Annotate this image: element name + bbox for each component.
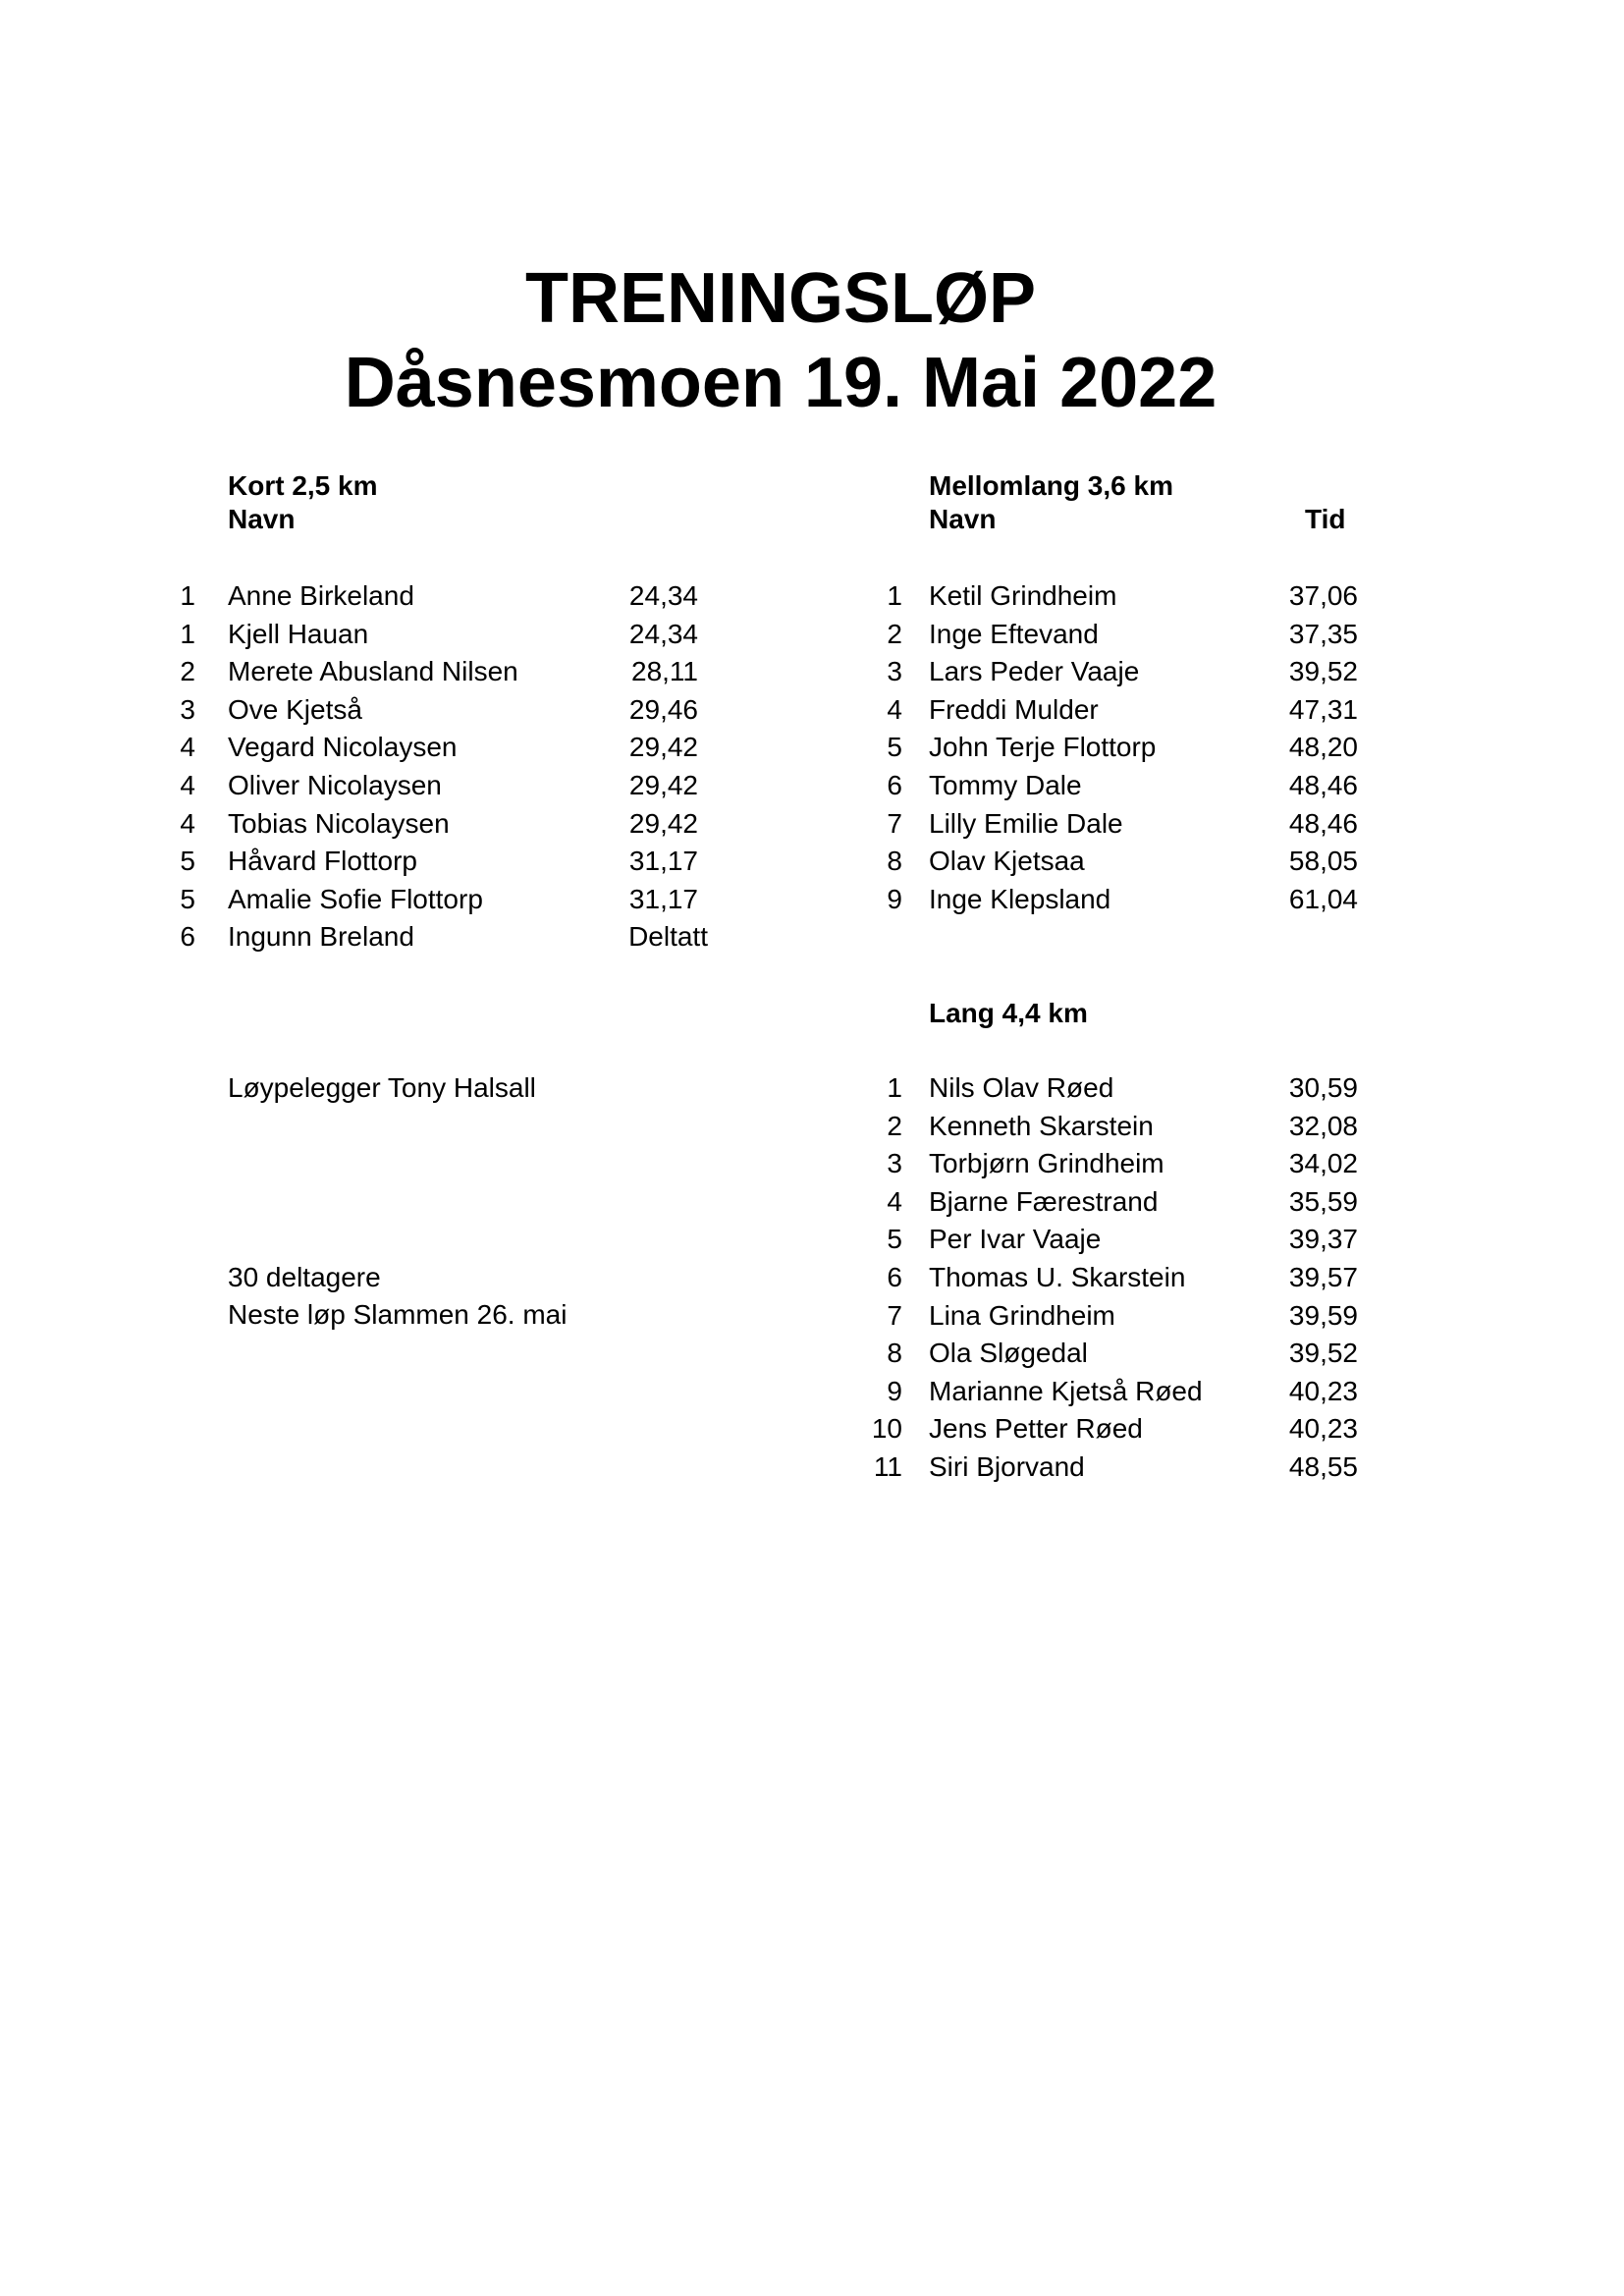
result-rank: 6 (887, 770, 902, 800)
result-rank: 3 (887, 656, 902, 687)
result-row (136, 918, 706, 956)
result-name: Vegard Nicolaysen (228, 732, 458, 763)
result-time: 29,46 (628, 693, 698, 725)
result-time: 61,04 (1288, 883, 1358, 914)
result-rank: 5 (180, 883, 195, 914)
result-time: 28,11 (631, 656, 698, 687)
kort-name-header: Navn (228, 504, 296, 534)
result-row (843, 805, 1374, 843)
result-rank: 3 (180, 693, 195, 725)
result-row (843, 1373, 1374, 1410)
result-name: Kenneth Skarstein (929, 1110, 1154, 1141)
result-row (843, 881, 1374, 918)
result-row (843, 691, 1374, 729)
result-time: 48,46 (1288, 770, 1358, 800)
result-time: Deltatt (628, 921, 708, 953)
result-name: Amalie Sofie Flottorp (228, 883, 483, 914)
result-name: Anne Birkeland (228, 580, 414, 611)
result-rank: 4 (887, 1185, 902, 1217)
result-name: Per Ivar Vaaje (929, 1224, 1102, 1255)
result-time: 37,35 (1288, 618, 1358, 649)
result-rank: 2 (887, 1110, 902, 1141)
result-time: 29,42 (628, 807, 698, 839)
result-time: 24,34 (628, 580, 698, 611)
result-row (136, 616, 706, 653)
result-name: Ketil Grindheim (929, 580, 1117, 611)
result-row (136, 691, 706, 729)
result-rank: 4 (180, 807, 195, 839)
result-row (843, 1183, 1374, 1221)
kort-heading: Kort 2,5 km (228, 470, 378, 501)
result-time: 32,08 (1288, 1110, 1358, 1141)
result-time: 29,42 (628, 732, 698, 763)
next-race-note: Neste løp Slammen 26. mai (228, 1299, 568, 1330)
result-time: 48,55 (1288, 1451, 1358, 1482)
result-time: 24,34 (628, 618, 698, 649)
result-rank: 2 (180, 656, 195, 687)
result-name: Kjell Hauan (228, 618, 369, 649)
result-name: Jens Petter Røed (929, 1413, 1143, 1445)
result-time: 29,42 (628, 770, 698, 800)
result-row (136, 881, 706, 918)
result-time: 31,17 (628, 846, 698, 877)
result-rank: 1 (887, 580, 902, 611)
result-row (843, 1145, 1374, 1182)
result-name: Lina Grindheim (929, 1299, 1115, 1331)
result-rank: 6 (887, 1262, 902, 1292)
result-name: Freddi Mulder (929, 693, 1099, 725)
result-rank: 3 (887, 1148, 902, 1179)
result-time: 48,46 (1288, 807, 1358, 839)
result-row (843, 653, 1374, 690)
result-time: 47,31 (1288, 693, 1358, 725)
result-time: 39,52 (1288, 1338, 1358, 1369)
result-rank: 5 (887, 1224, 902, 1255)
result-row (843, 1410, 1374, 1448)
mellomlang-name-header: Navn (929, 504, 997, 534)
result-rank: 10 (871, 1413, 902, 1445)
result-name: Olav Kjetsaa (929, 846, 1085, 877)
result-row (843, 767, 1374, 804)
result-row (136, 729, 706, 766)
result-time: 39,59 (1288, 1299, 1358, 1331)
result-rank: 11 (873, 1451, 902, 1482)
result-row (843, 1259, 1374, 1296)
result-name: John Terje Flottorp (929, 732, 1157, 763)
result-name: Siri Bjorvand (929, 1451, 1085, 1482)
result-rank: 8 (887, 1338, 902, 1369)
result-name: Ingunn Breland (228, 921, 414, 953)
result-name: Inge Klepsland (929, 883, 1111, 914)
result-row (136, 805, 706, 843)
result-name: Lilly Emilie Dale (929, 807, 1123, 839)
result-rank: 9 (887, 1375, 902, 1406)
result-time: 31,17 (628, 883, 698, 914)
result-row (843, 843, 1374, 880)
result-row (136, 653, 706, 690)
mellomlang-time-header: Tid (1305, 504, 1346, 534)
result-rank: 6 (180, 921, 195, 953)
result-row (843, 729, 1374, 766)
result-name: Torbjørn Grindheim (929, 1148, 1164, 1179)
page-subtitle: Dåsnesmoen 19. Mai 2022 (344, 344, 1218, 422)
participants-note: 30 deltagere (228, 1262, 381, 1292)
result-time: 39,52 (1288, 656, 1358, 687)
result-name: Inge Eftevand (929, 618, 1099, 649)
result-row (843, 616, 1374, 653)
result-row (843, 1449, 1374, 1486)
result-rank: 4 (180, 732, 195, 763)
result-row (843, 577, 1374, 615)
result-name: Oliver Nicolaysen (228, 770, 442, 800)
result-time: 39,37 (1288, 1224, 1358, 1255)
result-time: 40,23 (1288, 1375, 1358, 1406)
result-name: Tobias Nicolaysen (228, 807, 450, 839)
result-rank: 5 (180, 846, 195, 877)
result-name: Thomas U. Skarstein (929, 1262, 1186, 1292)
result-time: 39,57 (1288, 1262, 1358, 1292)
result-rank: 4 (887, 693, 902, 725)
result-rank: 4 (180, 770, 195, 800)
mellomlang-heading: Mellomlang 3,6 km (929, 470, 1173, 501)
result-row (843, 1335, 1374, 1372)
result-time: 34,02 (1288, 1148, 1358, 1179)
result-rank: 1 (887, 1072, 902, 1103)
lang-heading: Lang 4,4 km (929, 998, 1088, 1028)
result-rank: 9 (887, 883, 902, 914)
result-rank: 1 (180, 580, 195, 611)
course-setter-note: Løypelegger Tony Halsall (228, 1072, 536, 1103)
result-rank: 8 (887, 846, 902, 877)
result-row (843, 1221, 1374, 1258)
result-name: Bjarne Færestrand (929, 1185, 1159, 1217)
result-name: Merete Abusland Nilsen (228, 656, 518, 687)
result-time: 58,05 (1288, 846, 1358, 877)
result-time: 30,59 (1288, 1072, 1358, 1103)
result-name: Håvard Flottorp (228, 846, 417, 877)
result-rank: 2 (887, 618, 902, 649)
result-time: 35,59 (1288, 1185, 1358, 1217)
result-row (136, 577, 706, 615)
result-rank: 5 (887, 732, 902, 763)
result-name: Lars Peder Vaaje (929, 656, 1140, 687)
result-name: Ola Sløgedal (929, 1338, 1088, 1369)
result-rank: 7 (887, 1299, 902, 1331)
result-row (136, 843, 706, 880)
result-name: Ove Kjetså (228, 693, 362, 725)
result-rank: 7 (887, 807, 902, 839)
result-rank: 1 (180, 618, 195, 649)
result-name: Nils Olav Røed (929, 1072, 1114, 1103)
result-row (136, 767, 706, 804)
result-time: 40,23 (1288, 1413, 1358, 1445)
result-name: Marianne Kjetså Røed (929, 1375, 1203, 1406)
page-title: TRENINGSLØP (524, 259, 1037, 338)
result-row (843, 1297, 1374, 1335)
result-name: Tommy Dale (929, 770, 1082, 800)
result-time: 48,20 (1288, 732, 1358, 763)
result-time: 37,06 (1288, 580, 1358, 611)
result-row (843, 1069, 1374, 1107)
result-row (843, 1108, 1374, 1145)
